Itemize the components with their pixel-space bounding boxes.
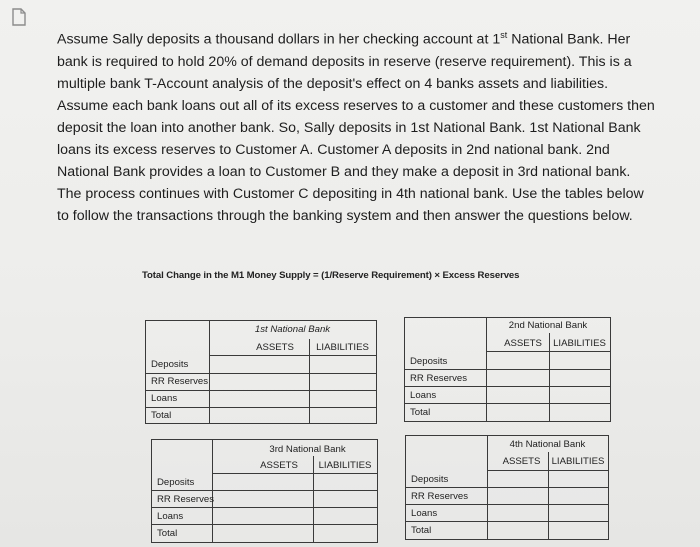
row-label-loans: Loans xyxy=(411,508,438,519)
row-label-total: Total xyxy=(410,407,431,418)
assets-header: ASSETS xyxy=(256,342,294,353)
row-label-loans: Loans xyxy=(157,511,184,522)
question-text: Assume Sally deposits a thousand dollars in her checking account at 1st National Bank. Her bank is required to hold 20% of demand deposits in reserve (reserve requirement). This is a multiple bank T-Account analysis of the deposit's effect on 4 banks assets and liabilities. Assume each bank loans out all of its excess reserves to a customer and these customers then deposit the loan into another bank. So, Sally deposits in 1st National Bank. 1st National Bank loans its excess reserves to Customer A. Customer A deposits in 2nd national bank. 2nd National Bank provides a loan to Customer B and they make a deposit in 3rd national bank. The process continues with Customer C depositing in 4th national bank. Use the tables below to follow the transactions through the banking system and then answer the questions below. xyxy=(57,30,655,224)
row-label-loans: Loans xyxy=(410,390,437,401)
row-label-deposits: Deposits xyxy=(411,474,449,485)
row-label-total: Total xyxy=(411,525,432,536)
row-label-deposits: Deposits xyxy=(410,356,448,367)
liabilities-header: LIABILITIES xyxy=(318,460,372,471)
assets-header: ASSETS xyxy=(502,456,541,467)
row-label-total: Total xyxy=(157,528,178,539)
row-label-total: Total xyxy=(151,410,172,421)
assets-header: ASSETS xyxy=(504,338,542,349)
bank-name: 1st National Bank xyxy=(254,324,331,335)
bank-name: 2nd National Bank xyxy=(508,320,588,331)
row-label-deposits: Deposits xyxy=(157,477,195,488)
liabilities-header: LIABILITIES xyxy=(553,338,606,349)
row-label-loans: Loans xyxy=(151,393,178,404)
row-label-rr-reserves: RR Reserves xyxy=(157,494,215,505)
ordinal-superscript: st xyxy=(500,30,508,40)
row-label-rr-reserves: RR Reserves xyxy=(151,376,209,387)
row-label-deposits: Deposits xyxy=(151,359,189,370)
row-label-rr-reserves: RR Reserves xyxy=(411,491,469,502)
bank-name: 3rd National Bank xyxy=(269,444,346,455)
money-multiplier-formula: Total Change in the M1 Money Supply = (1/Reserve Requirement) × Excess Reserves xyxy=(142,270,520,281)
document-icon xyxy=(12,8,26,26)
liabilities-header: LIABILITIES xyxy=(551,456,605,467)
row-label-rr-reserves: RR Reserves xyxy=(410,373,468,384)
liabilities-header: LIABILITIES xyxy=(316,342,369,353)
bank-name: 4th National Bank xyxy=(509,439,586,450)
assets-header: ASSETS xyxy=(260,460,298,471)
